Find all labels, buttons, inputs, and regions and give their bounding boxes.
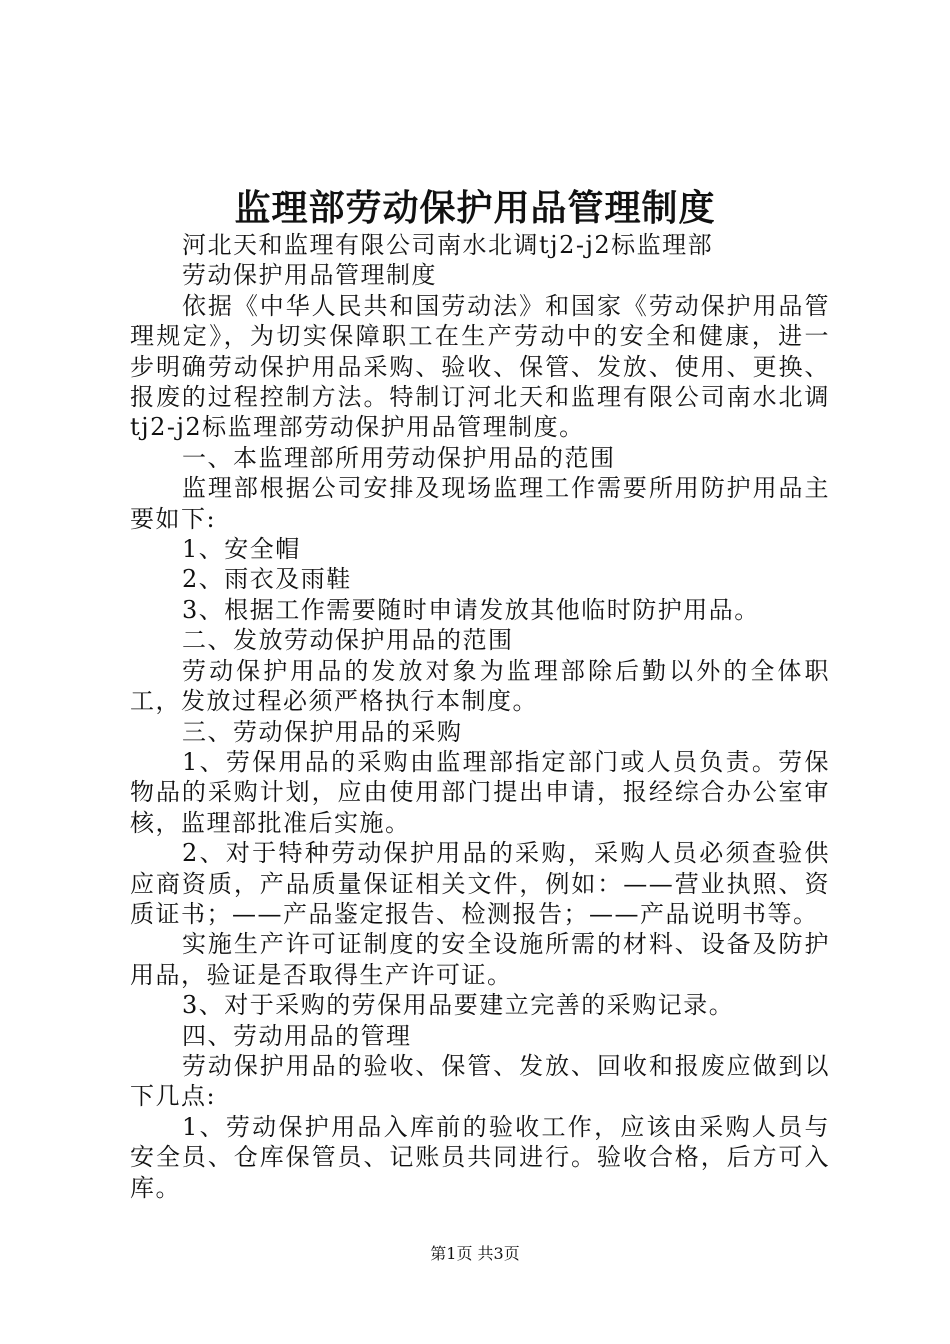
paragraph: 实施生产许可证制度的安全设施所需的材料、设备及防护用品，验证是否取得生产许可证。 <box>130 930 830 989</box>
section-heading: 四、劳动用品的管理 <box>182 1021 412 1050</box>
list-item: 1、安全帽 <box>182 535 301 564</box>
section-heading: 三、劳动保护用品的采购 <box>182 717 463 746</box>
document-body <box>130 230 830 1203</box>
org-line: 河北天和监理有限公司南水北调tj2-j2标监理部 <box>182 231 714 259</box>
paragraph: 1、劳保用品的采购由监理部指定部门或人员负责。劳保物品的采购计划，应由使用部门提出申请，报经综合办公室审核，监理部批准后实施。 <box>130 747 830 837</box>
subtitle-line: 劳动保护用品管理制度 <box>182 261 437 290</box>
paragraph: 1、劳动保护用品入库前的验收工作，应该由采购人员与安全员、仓库保管员、记账员共同进行。验收合格，后方可入库。 <box>130 1112 830 1202</box>
paragraph: 劳动保护用品的发放对象为监理部除后勤以外的全体职工，发放过程必须严格执行本制度。 <box>130 656 830 716</box>
paragraph: 监理部根据公司安排及现场监理工作需要所用防护用品主要如下: <box>130 474 830 533</box>
paragraph: 3、对于采购的劳保用品要建立完善的采购记录。 <box>182 991 735 1020</box>
list-item: 2、雨衣及雨鞋 <box>182 565 352 594</box>
section-heading: 二、发放劳动保护用品的范围 <box>182 626 514 655</box>
paragraph: 依据《中华人民共和国劳动法》和国家《劳动保护用品管理规定》，为切实保障职工在生产劳动中的安全和健康，进一步明确劳动保护用品采购、验收、保管、发放、使用、更换、报废的过程控制方法。特制订河北天和监理有限公司南水北调tj2-j2标监理部劳动保护用品管理制度。 <box>130 291 830 442</box>
list-item: 3、根据工作需要随时申请发放其他临时防护用品。 <box>182 595 760 624</box>
paragraph: 劳动保护用品的验收、保管、发放、回收和报废应做到以下几点: <box>130 1051 830 1111</box>
document-title: 监理部劳动保护用品管理制度 <box>234 187 716 229</box>
paragraph: 2、对于特种劳动保护用品的采购，采购人员必须查验供应商资质，产品质量保证相关文件，例如：——营业执照、资质证书；——产品鉴定报告、检测报告；——产品说明书等。 <box>130 839 830 928</box>
section-heading: 一、本监理部所用劳动保护用品的范围 <box>182 443 616 472</box>
page-number: 第1页 共3页 <box>430 1244 520 1263</box>
